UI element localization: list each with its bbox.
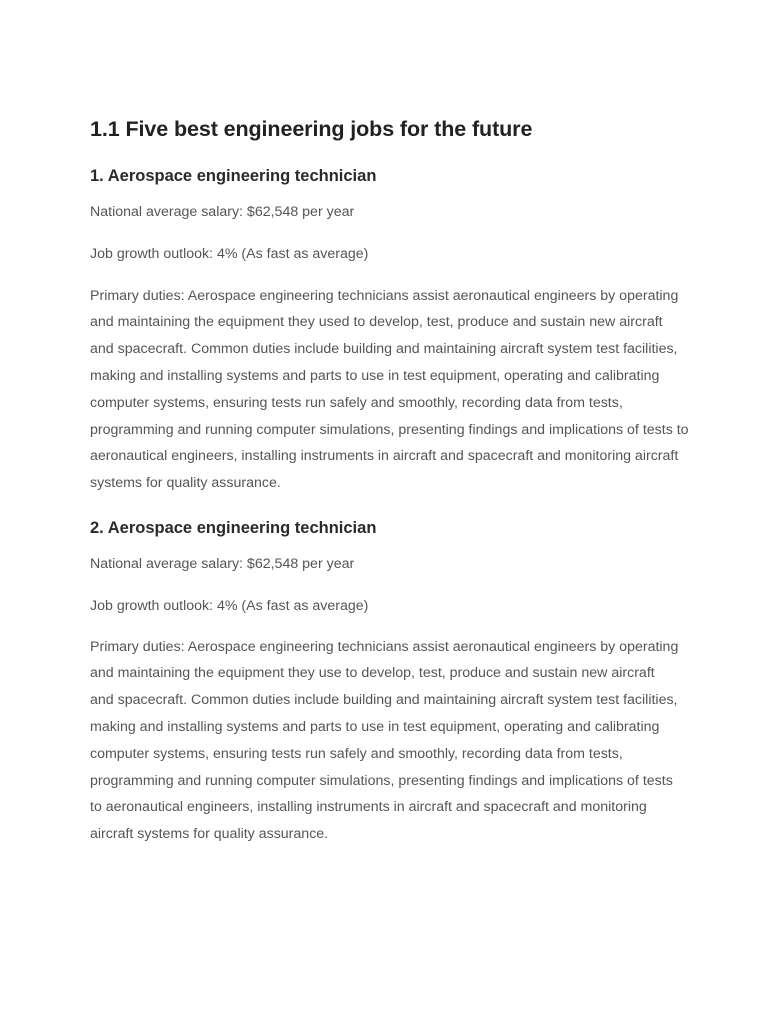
job-section-1 [90,165,690,497]
duties-text-2: Primary duties: Aerospace engineering technicians assist aeronautical engineers by operating and maintaining the equipment they use to develop, test, produce and sustain new aircraft and spacecraft. Common duties include building and maintaining aircraft system test facilities, making and installing systems and parts to use in test equipment, operating and calibrating computer systems, ensuring tests run safely and smoothly, recording data from tests, programming and running computer simulations, presenting findings and implications of tests to aeronautical engineers, installing instruments in aircraft and spacecraft and monitoring aircraft systems for quality assurance. [90,638,679,843]
page-title: 1.1 Five best engineering jobs for the future [90,117,533,141]
job-heading-1: 1. Aerospace engineering technician [90,167,377,185]
salary-text-2: National average salary: $62,548 per year [90,555,355,572]
job-heading-2: 2. Aerospace engineering technician [90,518,377,537]
document-page [90,114,690,848]
salary-text-1: National average salary: $62,548 per year [90,204,355,220]
growth-text-1: Job growth outlook: 4% (As fast as average) [90,245,369,262]
duties-text-1: Primary duties: Aerospace engineering technicians assist aeronautical engineers by operating and maintaining the equipment they used to develop, test, produce and sustain new aircraft and spacecraft. Common duties include building and maintaining aircraft system test facilities, making and installing systems and parts to use in test equipment, operating and calibrating computer systems, ensuring tests run safely and smoothly, recording data from tests, programming and running computer simulations, presenting findings and implications of tests to aeronautical engineers, installing instruments in aircraft and spacecraft and monitoring aircraft systems for quality assurance. [90,287,689,492]
growth-text-2: Job growth outlook: 4% (As fast as average) [90,597,369,614]
job-section-2 [90,517,690,848]
